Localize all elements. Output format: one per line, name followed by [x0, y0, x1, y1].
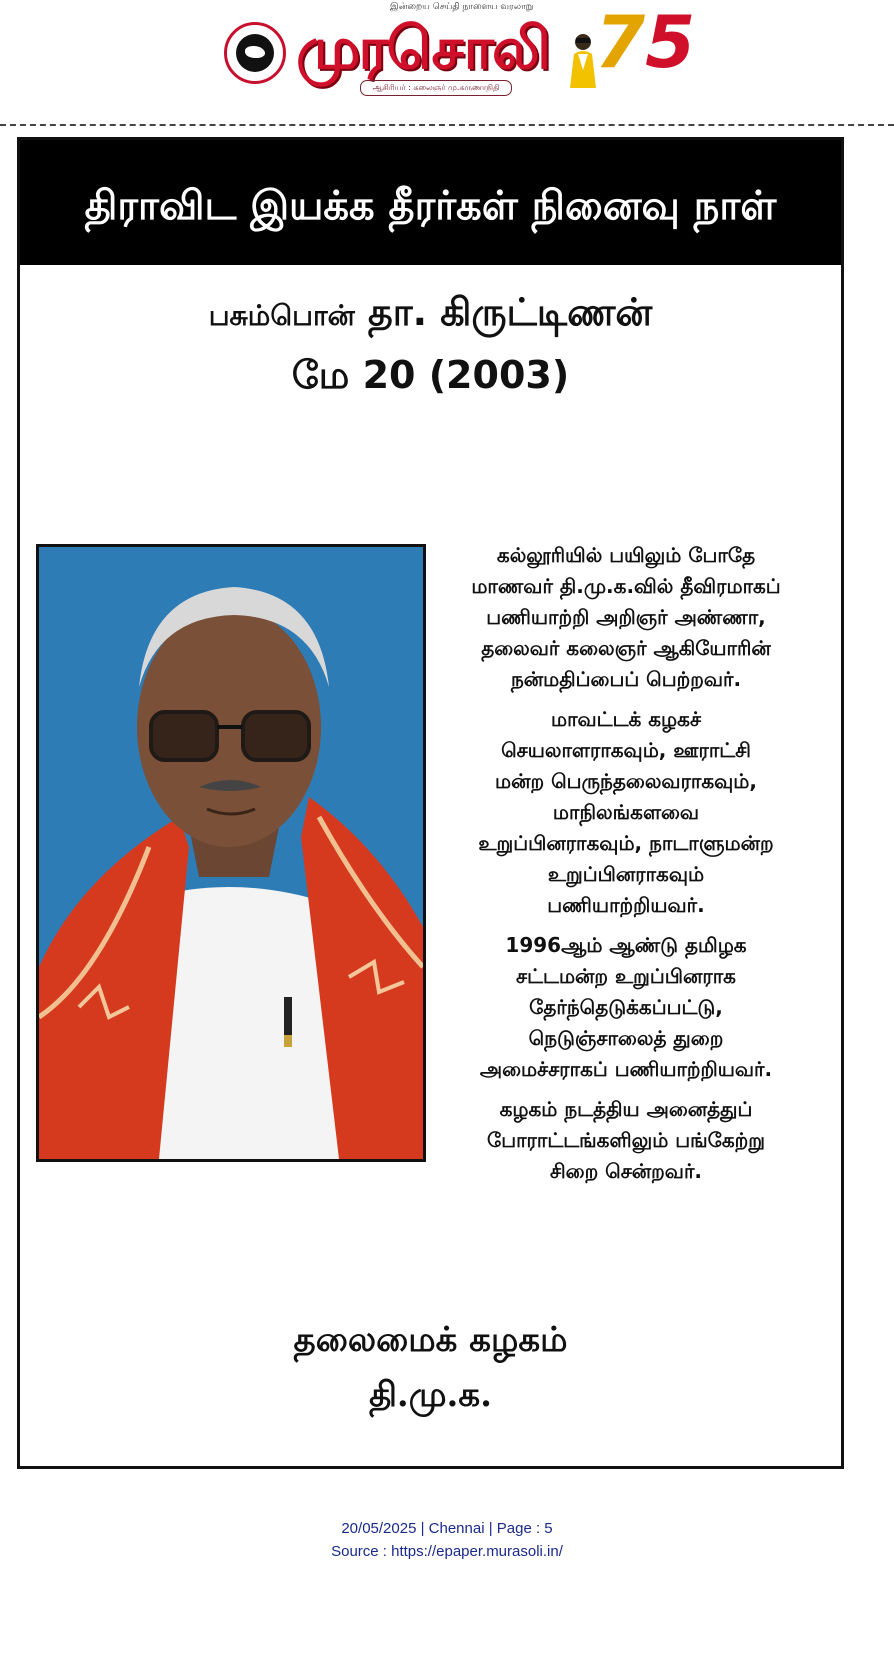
bio-line: உறுப்பினராகவும் [547, 862, 705, 886]
memorial-date: மே 20 (2003) [291, 353, 570, 397]
bio-line: மாணவர் தி.மு.க.வில் தீவிரமாகப் [471, 574, 781, 598]
masthead-tagline: இன்றைய செய்தி நாளைய வரலாறு [390, 2, 534, 12]
bio-paragraph [438, 540, 814, 695]
party-emblem-icon [224, 22, 286, 84]
bio-paragraph [438, 1094, 814, 1187]
masthead [210, 0, 696, 100]
organization-headquarters: தலைமைக் கழகம் [293, 1320, 568, 1360]
bio-line: சட்டமன்ற உறுப்பினராக [516, 964, 736, 988]
anniversary-mark: 75 [595, 0, 696, 84]
bio-line: போராட்டங்களிலும் பங்கேற்று [487, 1128, 765, 1152]
source-link[interactable]: Source : https://epaper.murasoli.in/ [331, 1543, 563, 1560]
newspaper-editor-line: ஆசிரியர் : கலைஞர் மு.கருணாநிதி [360, 80, 512, 96]
page-divider [0, 124, 894, 126]
bio-line: 1996ஆம் ஆண்டு தமிழக [505, 933, 747, 957]
organization-name: தி.மு.க. [369, 1375, 492, 1415]
bio-paragraph [438, 704, 814, 921]
bio-line: சிறை சென்றவர். [549, 1159, 702, 1183]
bio-line: உறுப்பினராகவும், நாடாளுமன்ற [478, 831, 774, 855]
bio-line: மாவட்டக் கழகச் [550, 707, 702, 731]
bio-line: செயலாளராகவும், ஊராட்சி [501, 738, 751, 762]
bio-paragraph [438, 930, 814, 1085]
memorial-notice [17, 137, 844, 1469]
notice-banner: திராவிட இயக்க தீரர்கள் நினைவு நாள் [20, 140, 841, 265]
bio-line: பணியாற்றியவர். [547, 893, 705, 917]
person-name [20, 290, 841, 340]
bio-line: பணியாற்றி அறிஞர் அண்ணா, [486, 605, 766, 629]
bio-line: நெடுஞ்சாலைத் துறை [528, 1026, 724, 1050]
bio-line: தேர்ந்தெடுக்கப்பட்டு, [529, 995, 723, 1019]
bio-line: அமைச்சராகப் பணியாற்றியவர். [479, 1057, 773, 1081]
biography [438, 540, 814, 1196]
person-name-text: தா. கிருட்டிணன் [367, 290, 653, 334]
portrait-photo [36, 544, 426, 1162]
bio-line: நன்மதிப்பைப் பெற்றவர். [510, 667, 742, 691]
bio-line: மன்ற பெருந்தலைவராகவும், [495, 769, 757, 793]
bio-line: கழகம் நடத்திய அனைத்துப் [499, 1097, 753, 1121]
bio-line: கல்லூரியில் பயிலும் போதே [496, 543, 756, 567]
bio-line: மாநிலங்களவை [552, 800, 700, 824]
newspaper-title: முரசொலி [296, 14, 549, 82]
person-prefix: பசும்பொன் [208, 299, 355, 332]
edition-info: 20/05/2025 | Chennai | Page : 5 [341, 1520, 553, 1537]
bio-line: தலைவர் கலைஞர் ஆகியோரின் [481, 636, 771, 660]
